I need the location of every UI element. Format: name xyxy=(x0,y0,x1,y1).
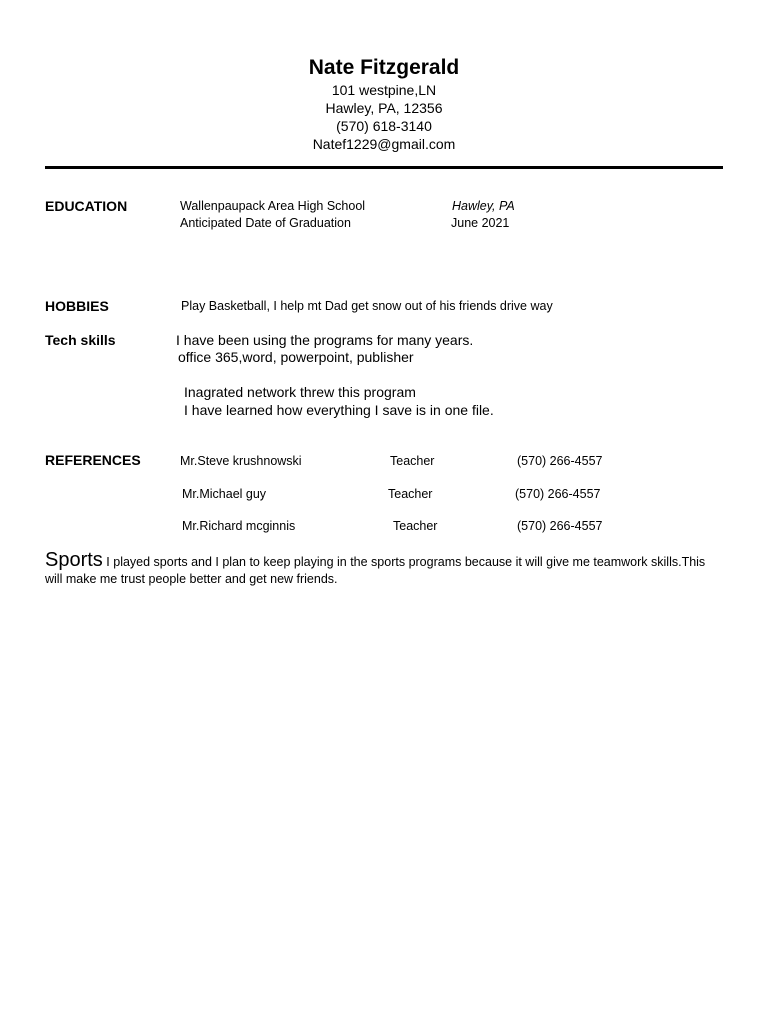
reference-name: Mr.Steve krushnowski xyxy=(180,454,302,468)
education-heading: EDUCATION xyxy=(45,198,128,214)
reference-role: Teacher xyxy=(390,454,435,468)
education-grad-date: June 2021 xyxy=(451,216,510,230)
education-location: Hawley, PA xyxy=(452,199,515,213)
address-line: 101 westpine,LN xyxy=(331,82,437,98)
hobbies-text: Play Basketball, I help mt Dad get snow out of his friends drive way xyxy=(181,299,553,313)
sports-text: I played sports and I plan to keep playing in the sports programs because it will give me teamwork skills.This will make me trust people better and get new friends. xyxy=(45,555,706,586)
education-grad-label: Anticipated Date of Graduation xyxy=(180,216,351,230)
reference-role: Teacher xyxy=(393,519,438,533)
reference-phone: (570) 266-4557 xyxy=(517,454,603,468)
reference-phone: (570) 266-4557 xyxy=(517,519,603,533)
education-school: Wallenpaupack Area High School xyxy=(180,199,366,213)
resume-name: Nate Fitzgerald xyxy=(308,56,460,79)
references-heading: REFERENCES xyxy=(45,452,141,468)
reference-name: Mr.Richard mcginnis xyxy=(182,519,296,533)
reference-phone: (570) 266-4557 xyxy=(515,487,601,501)
header-divider xyxy=(45,166,723,169)
sports-section xyxy=(45,549,725,588)
tech-skills-line-2: office 365,word, powerpoint, publisher xyxy=(178,349,414,365)
sports-heading: Sports xyxy=(45,549,103,571)
email-line: Natef1229@gmail.com xyxy=(312,136,456,152)
tech-skills-line-1: I have been using the programs for many years. xyxy=(176,332,474,348)
phone-line: (570) 618-3140 xyxy=(336,118,432,134)
tech-skills-line-3: Inagrated network threw this program xyxy=(184,384,416,400)
reference-role: Teacher xyxy=(388,487,433,501)
reference-name: Mr.Michael guy xyxy=(182,487,267,501)
tech-skills-line-4: I have learned how everything I save is in one file. xyxy=(184,402,494,418)
city-line: Hawley, PA, 12356 xyxy=(325,100,443,116)
hobbies-heading: HOBBIES xyxy=(45,298,109,314)
tech-skills-heading: Tech skills xyxy=(45,332,116,348)
